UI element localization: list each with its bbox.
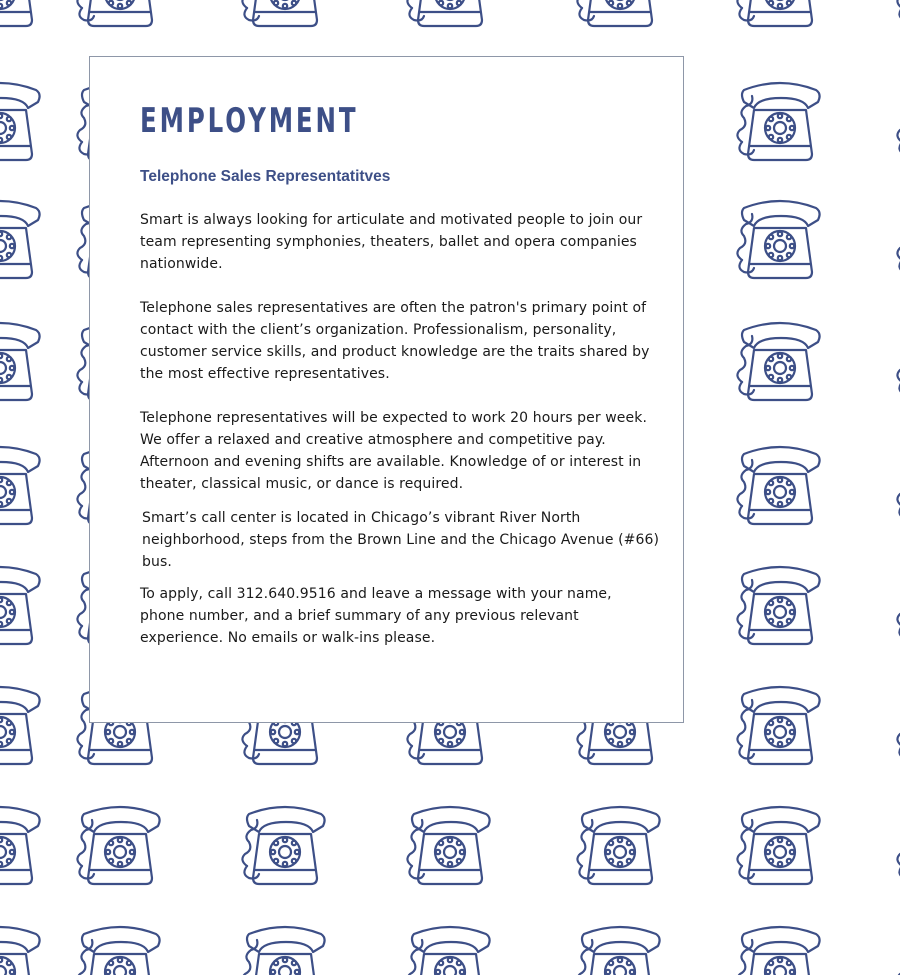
rotary-telephone-icon <box>720 190 840 290</box>
rotary-telephone-icon <box>0 556 60 656</box>
rotary-telephone-icon <box>720 436 840 536</box>
rotary-telephone-icon <box>0 916 60 975</box>
rotary-telephone-icon <box>60 796 180 896</box>
rotary-telephone-icon <box>560 916 680 975</box>
text-line: We offer a relaxed and creative atmosphere and competitive pay. <box>140 432 606 448</box>
text-line: theater, classical music, or dance is required. <box>140 476 464 492</box>
rotary-telephone-icon <box>720 796 840 896</box>
rotary-telephone-icon <box>880 556 900 656</box>
rotary-telephone-icon <box>720 556 840 656</box>
text-line: contact with the client’s organization. Professionalism, personality, <box>140 322 617 338</box>
job-title: Telephone Sales Representatitves <box>140 168 391 185</box>
text-line: the most effective representatives. <box>140 366 390 382</box>
rotary-telephone-icon <box>390 796 510 896</box>
rotary-telephone-icon <box>390 916 510 975</box>
rotary-telephone-icon <box>225 796 345 896</box>
text-line: Smart is always looking for articulate and motivated people to join our <box>140 212 643 228</box>
text-line: Smart’s call center is located in Chicago’s vibrant River North <box>142 510 581 526</box>
paragraph-apply <box>140 583 670 649</box>
rotary-telephone-icon <box>720 0 840 38</box>
rotary-telephone-icon <box>880 72 900 172</box>
rotary-telephone-icon <box>560 0 680 38</box>
rotary-telephone-icon <box>0 0 60 38</box>
rotary-telephone-icon <box>880 676 900 776</box>
text-line: experience. No emails or walk-ins please. <box>140 630 436 646</box>
text-line: customer service skills, and product knowledge are the traits shared by <box>140 344 650 360</box>
rotary-telephone-icon <box>880 916 900 975</box>
rotary-telephone-icon <box>720 72 840 172</box>
text-line: Afternoon and evening shifts are available. Knowledge of or interest in <box>140 454 642 470</box>
paragraph-hours <box>140 407 670 495</box>
rotary-telephone-icon <box>0 676 60 776</box>
page-title: EMPLOYMENT <box>140 101 359 141</box>
rotary-telephone-icon <box>60 916 180 975</box>
rotary-telephone-icon <box>720 312 840 412</box>
rotary-telephone-icon <box>225 916 345 975</box>
rotary-telephone-icon <box>880 0 900 38</box>
rotary-telephone-icon <box>720 916 840 975</box>
rotary-telephone-icon <box>0 190 60 290</box>
text-line: To apply, call 312.640.9516 and leave a message with your name, <box>140 586 612 602</box>
rotary-telephone-icon <box>60 0 180 38</box>
rotary-telephone-icon <box>0 796 60 896</box>
rotary-telephone-icon <box>720 676 840 776</box>
paragraph-intro <box>140 209 670 275</box>
rotary-telephone-icon <box>0 312 60 412</box>
text-line: Telephone sales representatives are often the patron's primary point of <box>140 300 647 316</box>
rotary-telephone-icon <box>880 312 900 412</box>
text-line: Telephone representatives will be expected to work 20 hours per week. <box>140 410 647 426</box>
employment-content-panel <box>89 56 684 723</box>
rotary-telephone-icon <box>880 796 900 896</box>
rotary-telephone-icon <box>390 0 510 38</box>
rotary-telephone-icon <box>880 436 900 536</box>
paragraph-location <box>142 507 672 573</box>
text-line: phone number, and a brief summary of any previous relevant <box>140 608 579 624</box>
text-line: bus. <box>142 554 172 570</box>
rotary-telephone-icon <box>560 796 680 896</box>
rotary-telephone-icon <box>0 72 60 172</box>
rotary-telephone-icon <box>225 0 345 38</box>
rotary-telephone-icon <box>880 190 900 290</box>
text-line: nationwide. <box>140 256 223 272</box>
text-line: neighborhood, steps from the Brown Line and the Chicago Avenue (#66) <box>142 532 660 548</box>
rotary-telephone-icon <box>0 436 60 536</box>
text-line: team representing symphonies, theaters, ballet and opera companies <box>140 234 637 250</box>
paragraph-role <box>140 297 670 385</box>
